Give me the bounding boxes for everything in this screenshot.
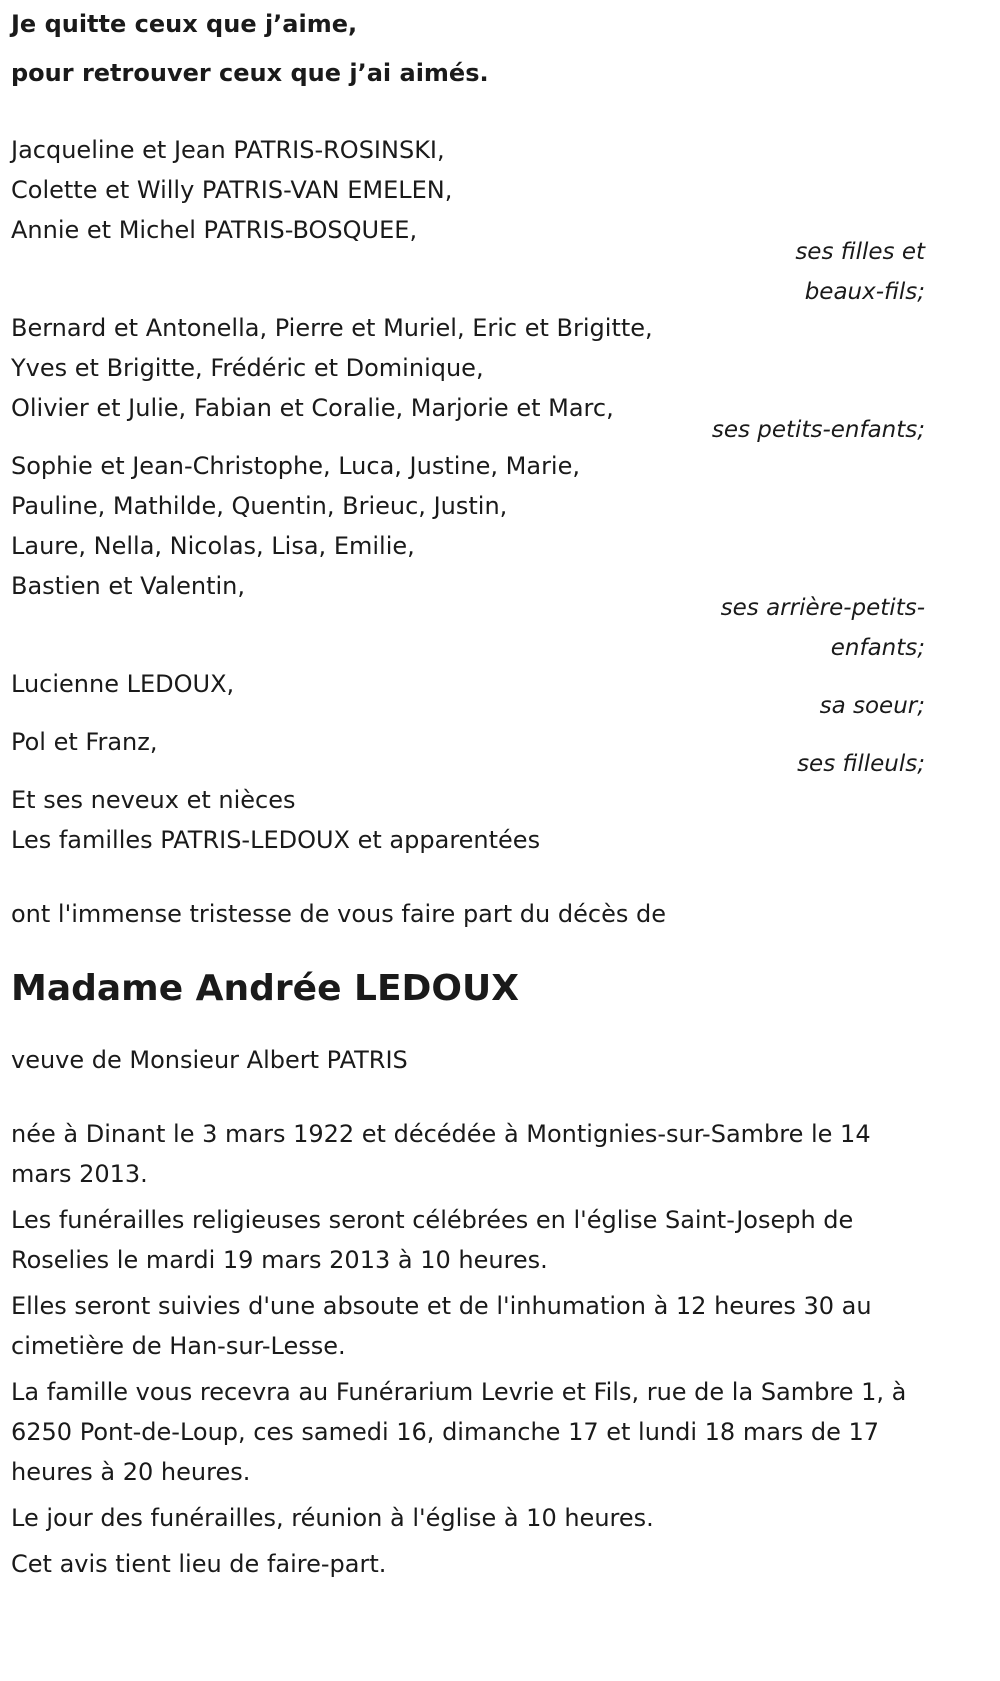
epitaph-line: Je quitte ceux que j’aime, xyxy=(11,10,358,38)
relation-label: beaux-fils; xyxy=(804,279,925,305)
family-line: Les familles PATRIS-LEDOUX et apparentées xyxy=(11,826,541,854)
family-line: Bastien et Valentin, xyxy=(11,572,245,600)
family-line: Lucienne LEDOUX, xyxy=(11,670,235,698)
visitation-text: La famille vous recevra au Funérarium Levrie et Fils, rue de la Sambre 1, à 6250 Pont-de-Loup, ces samedi 16, dimanche 17 et lundi 18 mars de 17 heures à 20 heures. xyxy=(11,1378,907,1486)
family-line: Laure, Nella, Nicolas, Lisa, Emilie, xyxy=(11,532,415,560)
notice-text: Cet avis tient lieu de faire-part. xyxy=(11,1550,387,1578)
funeral-text: Les funérailles religieuses seront célébrées en l'église Saint-Joseph de Roselies le mardi 19 mars 2013 à 10 heures. xyxy=(11,1206,854,1274)
other-relatives xyxy=(11,780,925,860)
relation-label: sa soeur; xyxy=(819,693,925,719)
family-line: Bernard et Antonella, Pierre et Muriel, Eric et Brigitte, xyxy=(11,314,653,342)
family-line: Olivier et Julie, Fabian et Coralie, Marjorie et Marc, xyxy=(11,394,614,422)
family-line: Et ses neveux et nièces xyxy=(11,786,296,814)
family-line: Sophie et Jean-Christophe, Luca, Justine, Marie, xyxy=(11,452,580,480)
birth-death-text: née à Dinant le 3 mars 1922 et décédée à Montignies-sur-Sambre le 14 mars 2013. xyxy=(11,1120,871,1188)
meeting-text: Le jour des funérailles, réunion à l'église à 10 heures. xyxy=(11,1504,654,1532)
relation-label: enfants; xyxy=(830,635,925,661)
great-grandchildren-list xyxy=(11,446,925,606)
epitaph-line: pour retrouver ceux que j’ai aimés. xyxy=(11,59,489,87)
family-line: Pauline, Mathilde, Quentin, Brieuc, Justin, xyxy=(11,492,508,520)
family-line: Pol et Franz, xyxy=(11,728,158,756)
deceased-name: Madame Andrée LEDOUX xyxy=(11,968,520,1009)
relation-label: ses filles et xyxy=(795,239,925,265)
announcement-text: ont l'immense tristesse de vous faire part du décès de xyxy=(11,900,666,928)
family-line: Annie et Michel PATRIS-BOSQUEE, xyxy=(11,216,418,244)
relation-label: ses filleuls; xyxy=(797,751,925,777)
epitaph xyxy=(11,0,925,98)
family-line: Yves et Brigitte, Frédéric et Dominique, xyxy=(11,354,484,382)
family-line: Jacqueline et Jean PATRIS-ROSINSKI, xyxy=(11,136,445,164)
family-line: Colette et Willy PATRIS-VAN EMELEN, xyxy=(11,176,453,204)
relation-label: ses petits-enfants; xyxy=(711,417,925,443)
relation-label: ses arrière-petits- xyxy=(720,595,925,621)
burial-text: Elles seront suivies d'une absoute et de l'inhumation à 12 heures 30 au cimetière de Han-sur-Lesse. xyxy=(11,1292,872,1360)
widow-of-text: veuve de Monsieur Albert PATRIS xyxy=(11,1046,408,1074)
